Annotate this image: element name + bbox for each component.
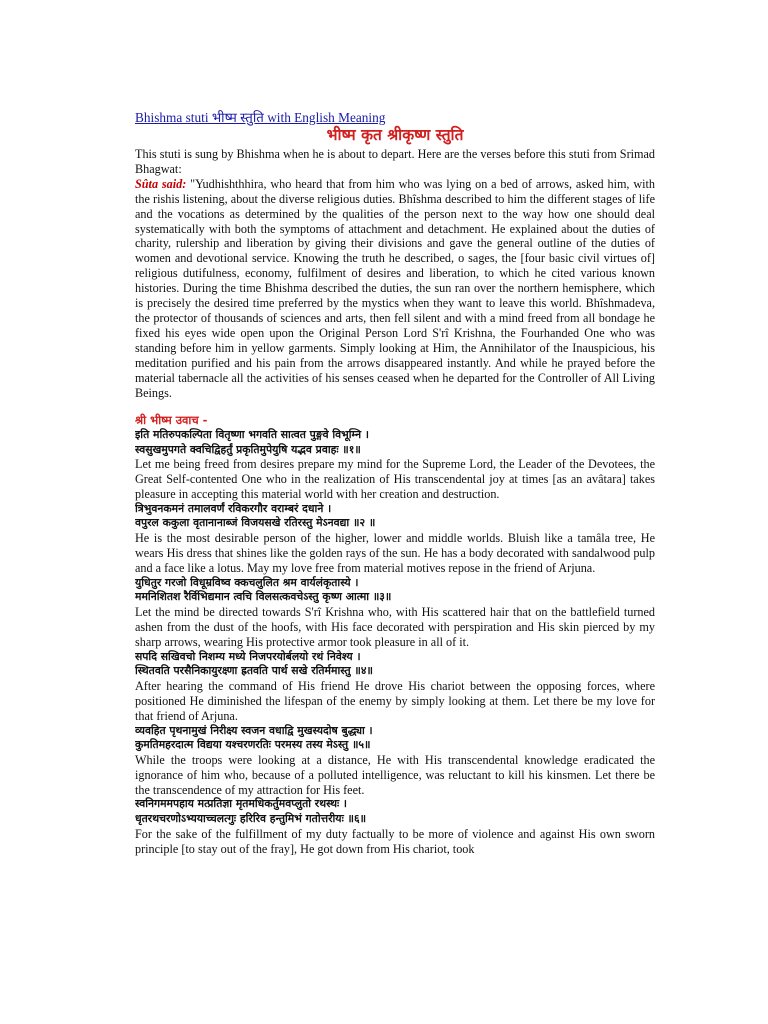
intro-paragraph: This stuti is sung by Bhishma when he is about to depart. Here are the verses before this stuti from Srimad Bhagwat: [135,147,655,176]
verse-sanskrit-line: ममनिशितश रैर्विभिद्यमान त्वचि विलसत्कवचेऽस्तु कृष्ण आत्मा ॥३॥ [135,590,392,604]
verse-1 [135,428,655,502]
verse-5 [135,724,655,798]
speaker-heading: श्री भीष्म उवाच - [135,413,208,428]
verse-2 [135,502,655,576]
verse-sanskrit-line: स्वनिगममपहाय मत्प्रतिज्ञा मृतमधिकर्तुमवप्लुतो रथस्थः । [135,797,348,811]
verse-sanskrit-line: वपुरल ककुला वृतानानाब्जं विजयसखे रतिरस्तु मेऽनवद्या ॥२ ॥ [135,516,376,530]
verse-3 [135,576,655,650]
document-body [135,110,655,856]
verse-6 [135,797,655,856]
verse-meaning: Let the mind be directed towards S'rî Krishna who, with His scattered hair that on the battlefield turned ashen from the dust of the hoofs, with His face decorated with perspiration and His skin pierced by my sharp arrows, wearing His protective armor took pleasure in all of it. [135,604,655,649]
verse-sanskrit-line: इति मतिरुपकल्पिता वितृष्णा भगवति सात्वत पुङ्गवे विभूम्नि । [135,427,370,441]
verse-sanskrit-line: धृतरथचरणोऽभ्ययाच्चलत्गुः हरिरिव हन्तुमिभं गतोत्तरीयः ॥६॥ [135,812,367,826]
verse-sanskrit-line: स्थितवति परसैनिकायुरक्ष्णा ह्रतवति पार्थ सखे रतिर्ममास्तु ॥४॥ [135,664,373,678]
suta-text: "Yudhishthhira, who heard that from him who was lying on a bed of arrows, asked him, with the rishis listening, about the diverse religious duties. Bhîshma described to him the different stages of life and the vocations as determined by the qualities of the person next to the way how one should deal systematically with both the symptoms of attachment and detachment. He explained about the duties of charity, rulership and liberation by giving their divisions and gave the general outline of the duties of women and devotional service. Knowing the truth he described, o sages, the [four basic civil virtues of] religious dutifulness, economy, fulfilment of desires and liberation, to which he cited various known histories. During the time Bhishma described the duties, the sun ran over the northern hemisphere, which is precisely the desired time preferred by the mystics when they want to leave this world. Bhîshmadeva, the protector of thousands of sciences and arts, then fell silent and with a mind freed from all bondage he fixed his eyes wide open upon the Original Person Lord S'rî Krishna, the Fourhanded One who was standing before him in yellow garments. Simply looking at Him, the Annihilator of the Inauspicious, his meditation purified and his pain from the arrows disappeared instantly. And while he prayed before the material tabernacle all the activities of his senses ceased when he departed for the Controller of All Living Beings. [135,176,655,400]
title-link[interactable]: Bhishma stuti भीष्म स्तुति with English Meaning [135,110,386,125]
suta-label: Sûta said: [135,176,187,191]
suta-paragraph [135,177,655,401]
verse-sanskrit-line: युधितुर गरजो विधूम्रविष्व क्कचलुलित श्रम वार्यलंकृतास्ये । [135,575,359,589]
verse-sanskrit-line: सपदि सखिवचो निशम्य मध्ये निजपरयोर्बलयो रथं निवेश्य । [135,649,361,663]
verse-sanskrit-line: व्यवहित पृथनामुखं निरीक्ष्य स्वजन वधाद्वि मुखस्यदोष बुद्ध्या । [135,723,373,737]
page-subtitle: भीष्म कृत श्रीकृष्ण स्तुति [326,126,464,144]
verse-meaning: He is the most desirable person of the higher, lower and middle worlds. Bluish like a tamâla tree, He wears His dress that shines like the golden rays of the sun. He has a body decorated with sandalwood pulp and a face like a lotus. May my love free from material motives repose in the friend of Arjuna. [135,531,655,575]
verse-meaning: After hearing the command of His friend He drove His chariot between the opposing forces, where positioned He diminished the lifespan of the enemy by simply looking at them. Let there be my love for that friend of Arjuna. [135,678,655,723]
title-line [135,110,655,126]
verse-sanskrit-line: कुमतिमहरदात्म विद्यया यश्चरणरतिः परमस्य तस्य मेऽस्तु ॥५॥ [135,738,371,752]
verse-meaning: Let me being freed from desires prepare my mind for the Supreme Lord, the Leader of the Devotees, the Great Self-contented One who in the realization of His transcendental joy at times [as an avâtara] takes pleasure in accepting this material world with her creation and destruction. [135,457,655,501]
verse-meaning: While the troops were looking at a distance, He with His transcendental knowledge eradicated the ignorance of him who, because of a polluted intelligence, was reluctant to kill his kinsmen. Let there be the transcendence of my attraction for His feet. [135,752,655,797]
verse-4 [135,650,655,724]
verse-sanskrit-line: स्वसुखमुपगते क्वचिद्विहर्तुं प्रकृतिमुपेयुषि यद्भव प्रवाहः ॥१॥ [135,442,361,456]
verse-sanskrit-line: त्रिभुवनकमनं तमालवर्णं रविकरगौर वराम्बरं दधाने । [135,501,332,515]
verse-meaning: For the sake of the fulfillment of my duty factually to be more of violence and against His own sworn principle [to stay out of the fray], He got down from His chariot, took [135,826,655,856]
